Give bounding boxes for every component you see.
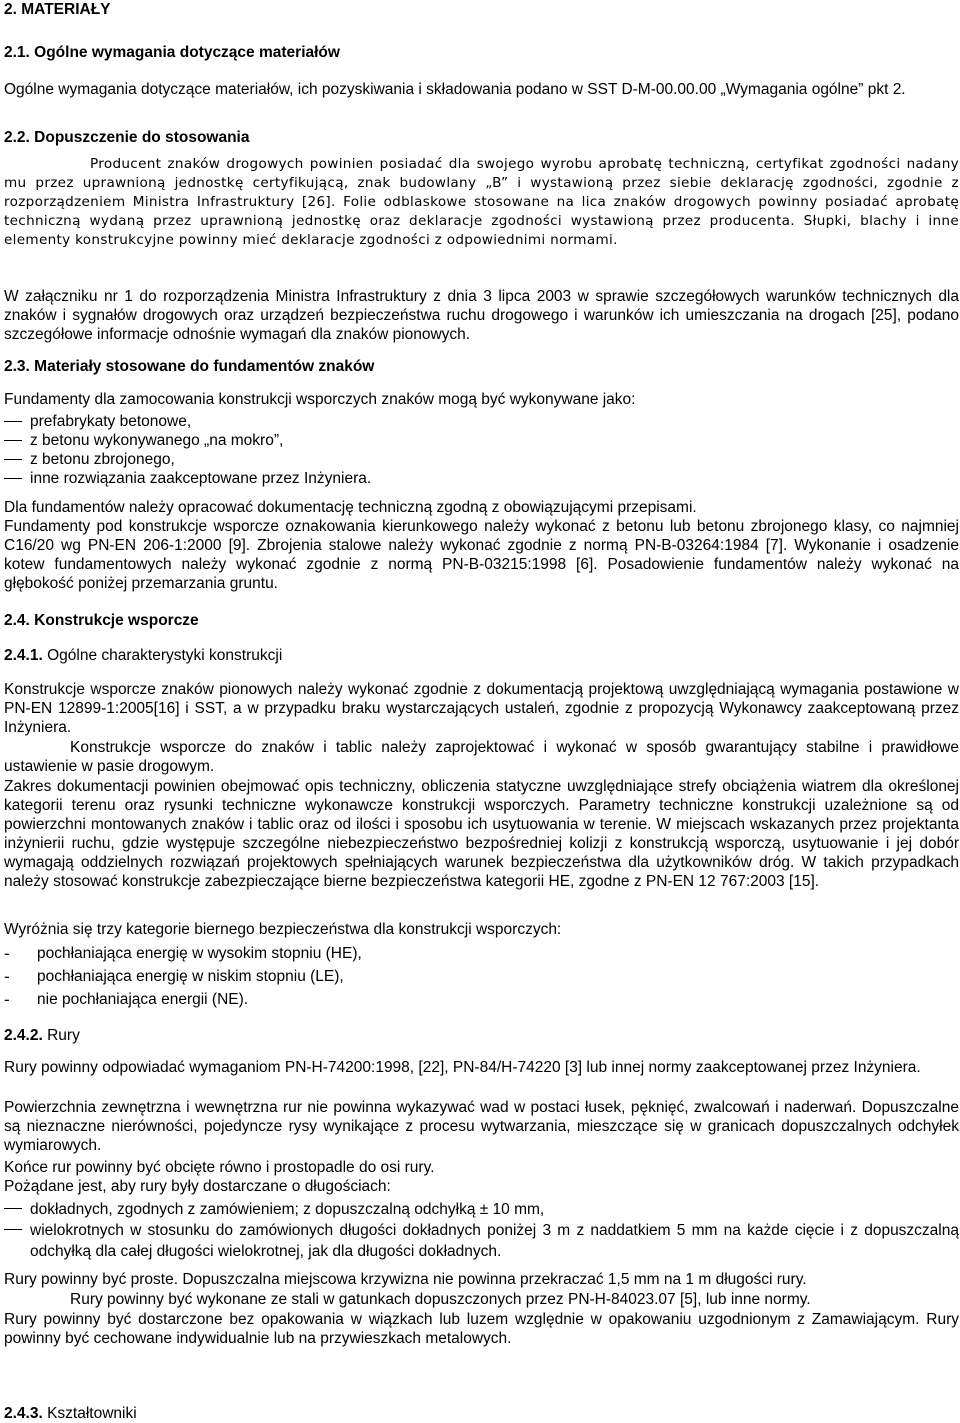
section-2-4-1-number: 2.4.1. bbox=[4, 647, 43, 664]
section-2-4-2-paragraph-2: Powierzchnia zewnętrzna i wewnętrzna rur nie powinna wykazywać wad w postaci łusek, pęknięć, zwalcowań i naderwań. Dopuszczalne są nieznaczne nierówności, pojedyncze rysy wynikające z procesu wytwarzania, mieszczące się w granicach dopuszczalnych odchyłek wymiarowych. bbox=[4, 1099, 959, 1154]
section-2-4-2-paragraph-3: Końce rur powinny być obcięte równo i prostopadle do osi rury. bbox=[4, 1159, 435, 1176]
section-2-3-paragraph-2: Dla fundamentów należy opracować dokumentację techniczną zgodną z obowiązującymi przepisami. bbox=[4, 499, 697, 516]
section-2-4-1-paragraph-3: Zakres dokumentacji powinien obejmować opis techniczny, obliczenia statyczne uwzględniające strefy obciążenia wiatrem dla określonej kategorii terenu oraz rysunki techniczne wykonawcze konstrukcji wsporczych. Parametry techniczne konstrukcji uzależnione są od powierzchni montowanych znaków i tablic oraz od ilości i sposobu ich usytuowania w terenie. W miejscach wskazanych przez projektanta inżynierii ruchu, gdzie występuje szczególne niebezpieczeństwo bezpośredniej kolizji z konstrukcją wsporczą, usytuowanie i jej dobór wymagają oddzielnych rozwiązań projektowych spełniających warunek bezpieczeństwa dla użytkowników dróg. W takich przypadkach należy stosować konstrukcje zabezpieczające bierne bezpieczeństwa kategorii HE, zgodne z PN-EN 12 767:2003 [15]. bbox=[4, 778, 959, 890]
list-item: z betonu wykonywanego „na mokro”, bbox=[4, 431, 959, 450]
dash-bullet bbox=[4, 440, 22, 441]
hyphen-bullet: - bbox=[4, 990, 10, 1009]
section-2-4-2-paragraph-5: Rury powinny być proste. Dopuszczalna miejscowa krzywizna nie powinna przekraczać 1,5 mm na 1 m długości rury. bbox=[4, 1271, 807, 1288]
section-2-4-2-paragraph-6: Rury powinny być wykonane ze stali w gatunkach dopuszczonych przez PN-H-84023.07 [5], lub inne normy. bbox=[70, 1291, 811, 1308]
section-2-2-title: Dopuszczenie do stosowania bbox=[34, 129, 250, 146]
list-item: dokładnych, zgodnych z zamówieniem; z dopuszczalną odchyłką ± 10 mm, bbox=[4, 1199, 959, 1220]
section-2-4-1-title: Ogólne charakterystyki konstrukcji bbox=[47, 647, 283, 664]
list-item: inne rozwiązania zaakceptowane przez Inżyniera. bbox=[4, 469, 959, 488]
pipe-lengths-list bbox=[4, 1199, 959, 1262]
list-item: wielokrotnych w stosunku do zamówionych długości dokładnych poniżej 3 m z naddatkiem 5 mm na każde cięcie i z dopuszczalną odchyłką dla całej długości wielokrotnej, jak dla długości dokładnych. bbox=[4, 1220, 959, 1262]
section-2-4-1-paragraph-1: Konstrukcje wsporcze znaków pionowych należy wykonać zgodnie z dokumentacją projektową uwzględniającą wymagania postawione w PN-EN 12899-1:2005[16] i SST, a w przypadku braku wystarczających ustaleń, zgodnie z propozycją Wykonawcy zaakceptowaną przez Inżyniera. bbox=[4, 681, 959, 736]
section-2-2-number: 2.2. bbox=[4, 129, 30, 146]
section-2-4-2-heading bbox=[4, 1026, 959, 1045]
hyphen-bullet: - bbox=[4, 944, 10, 963]
dash-bullet bbox=[4, 1229, 22, 1230]
section-2-4-3-title: Kształtowniki bbox=[47, 1405, 137, 1422]
dash-bullet bbox=[4, 421, 22, 422]
section-2-4-title: 2.4. Konstrukcje wsporcze bbox=[4, 612, 199, 629]
section-2-2-p1c: Słupki, blachy i inne elementy konstrukcyjne powinny mieć deklaracje zgodności z odpowiednimi normami. bbox=[4, 213, 959, 248]
section-2-4-3-heading bbox=[4, 1404, 959, 1423]
section-2-3-paragraph-3: Fundamenty pod konstrukcje wsporcze oznakowania kierunkowego należy wykonać z betonu lub betonu zbrojonego klasy, co najmniej C16/20 wg PN-EN 206-1:2000 [9]. Zbrojenia stalowe należy wykonać zgodnie z normą PN-B-03264:1984 [7]. Wykonanie i osadzenie kotew fundamentowych należy wykonać zgodnie z normą PN-B-03215:1998 [6]. Posadowienie fundamentów należy wykonać na głębokość poniżej przemarzania gruntu. bbox=[4, 518, 959, 592]
section-2-4-2-title: Rury bbox=[47, 1027, 80, 1044]
section-2-4-2-paragraph-7: Rury powinny być dostarczone bez opakowania w wiązkach lub luzem względnie w opakowaniu uzgodnionym z Zamawiającym. Rury powinny być cechowane indywidualnie lub na przywieszkach metalowych. bbox=[4, 1311, 959, 1347]
section-2-2-p1a: Producent znaków drogowych powinien posiadać dla swojego wyrobu aprobatę techniczną, certyfikat zgodności nadany mu przez uprawnioną jednostkę certyfikującą, znak budowlany „B” i wystawioną przez siebie deklarację zgodności, zgodnie z rozporządzeniem Ministra Infrastruktury [26]. bbox=[4, 156, 959, 210]
list-item: - pochłaniająca energię w wysokim stopniu (HE), bbox=[4, 944, 362, 963]
section-2-4-1-paragraph-2: Konstrukcje wsporcze do znaków i tablic należy zaprojektować i wykonać w sposób gwarantujący stabilne i prawidłowe ustawienie w pasie drogowym. bbox=[4, 739, 959, 775]
section-2-3-number: 2.3. bbox=[4, 358, 30, 375]
dash-bullet bbox=[4, 1208, 22, 1209]
section-2-2-p1b: Folie odblaskowe stosowane na lica znaków drogowych powinny posiadać aprobatę techniczną wydaną przez uprawnioną jednostkę oraz deklaracje zgodności wystawioną przez producenta. bbox=[4, 194, 959, 229]
section-2-3-title: Materiały stosowane do fundamentów znaków bbox=[34, 358, 375, 375]
list-item: prefabrykaty betonowe, bbox=[4, 412, 959, 431]
section-2-4-1-heading bbox=[4, 646, 959, 665]
list-item: - pochłaniająca energię w niskim stopniu (LE), bbox=[4, 967, 344, 986]
section-2-3-heading bbox=[4, 357, 959, 376]
section-2-4-3-number: 2.4.3. bbox=[4, 1405, 43, 1422]
list-item: - nie pochłaniająca energii (NE). bbox=[4, 990, 249, 1009]
dash-bullet bbox=[4, 478, 22, 479]
hyphen-bullet: - bbox=[4, 967, 10, 986]
list-item: z betonu zbrojonego, bbox=[4, 450, 959, 469]
section-2-4-1-paragraph-4: Wyróżnia się trzy kategorie biernego bezpieczeństwa dla konstrukcji wsporczych: bbox=[4, 921, 562, 938]
passive-safety-categories-list bbox=[4, 942, 959, 1011]
section-2-4-2-number: 2.4.2. bbox=[4, 1027, 43, 1044]
section-2-2-paragraph-2: W załączniku nr 1 do rozporządzenia Ministra Infrastruktury z dnia 3 lipca 2003 w sprawie szczegółowych warunków technicznych dla znaków i sygnałów drogowych oraz urządzeń bezpieczeństwa ruchu drogowego i warunków ich umieszczania na drogach [25], podano szczegółowe informacje odnośnie wymagań dla znaków pionowych. bbox=[4, 288, 959, 343]
section-2-1-title: 2.1. Ogólne wymagania dotyczące materiałów bbox=[4, 44, 340, 61]
dash-bullet bbox=[4, 459, 22, 460]
section-2-3-intro: Fundamenty dla zamocowania konstrukcji wsporczych znaków mogą być wykonywane jako: bbox=[4, 391, 636, 408]
foundation-types-list bbox=[4, 412, 959, 488]
section-2-2-paragraph-1 bbox=[4, 155, 959, 250]
section-2-2-heading bbox=[4, 128, 959, 147]
section-2-1-text: Ogólne wymagania dotyczące materiałów, ich pozyskiwania i składowania podano w SST D-M-00.00.00 „Wymagania ogólne” pkt 2. bbox=[4, 81, 906, 98]
section-2-4-2-paragraph-1: Rury powinny odpowiadać wymaganiom PN-H-74200:1998, [22], PN-84/H-74220 [3] lub innej normy zaakceptowanej przez Inżyniera. bbox=[4, 1059, 921, 1076]
section-2-4-2-paragraph-4: Pożądane jest, aby rury były dostarczane o długościach: bbox=[4, 1178, 391, 1195]
section-2-title: 2. MATERIAŁY bbox=[4, 1, 111, 18]
